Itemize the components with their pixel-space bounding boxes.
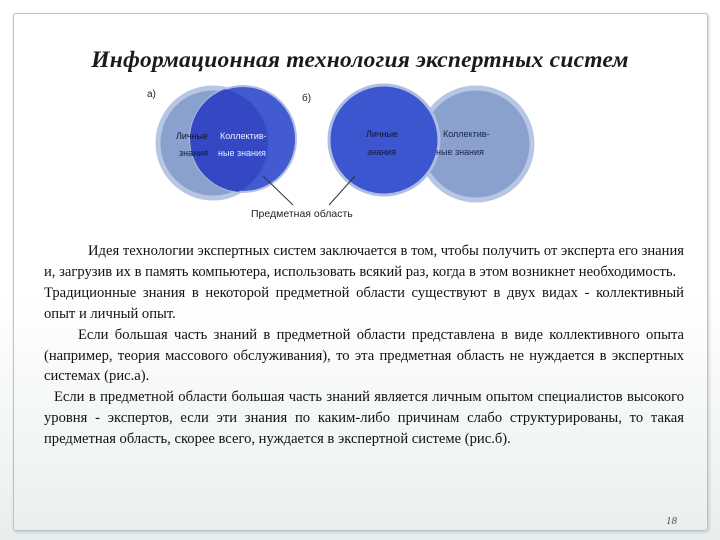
paragraph-3: Если большая часть знаний в предметной области представлена в виде коллективного опыта (например, теория массового обслуживания), то эта предметная область не нуждается в экспертных системах (рис.а).: [44, 326, 684, 385]
diagram-a-left-label-line1: Личные: [176, 131, 209, 141]
figure-label-b: б): [302, 93, 312, 104]
figure-label-a: а): [147, 89, 156, 100]
paragraph-4: Если в предметной области большая часть знаний является личным опытом специалистов высокого уровня - экспертов, если эти знания по каким-либо причинам слабо структурированы, то такая предметная область, скорее всего, нуждается в экспертной системе (рис.б).: [44, 389, 684, 448]
diagram-b-right-label-line1: Коллектив-: [443, 129, 490, 139]
figure-caption: Предметная область: [251, 208, 353, 220]
page-number: 18: [666, 515, 677, 527]
diagram-b: [329, 85, 532, 200]
diagram-a-left-label-line2: знания: [179, 148, 208, 158]
caption-pointer-left: [263, 176, 293, 205]
paragraph-2: Традиционные знания в некоторой предметной области существуют в двух видах - коллективный опыт и личный опыт.: [44, 284, 684, 322]
diagram-a-right-label-line2: ные знания: [218, 148, 266, 158]
diagram-b-left-label-line2: знания: [367, 147, 396, 157]
diagram-b-left-label-line1: Личные: [366, 129, 399, 139]
slide-title: Информационная технология экспертных систем: [91, 47, 629, 73]
diagram-b-dark-circle: [329, 85, 439, 195]
caption-pointer-right: [329, 176, 355, 205]
diagram-a-right-label-line1: Коллектив-: [220, 131, 267, 141]
diagram-a: [158, 86, 296, 198]
diagram-b-right-label-line2: ные знания: [436, 147, 484, 157]
paragraph-1: Идея технологии экспертных систем заключается в том, чтобы получить от эксперта его знания и, загрузив их в память компьютера, использовать всякий раз, когда в этом возникнет необходимость.: [44, 243, 684, 280]
body-text: [44, 241, 684, 450]
